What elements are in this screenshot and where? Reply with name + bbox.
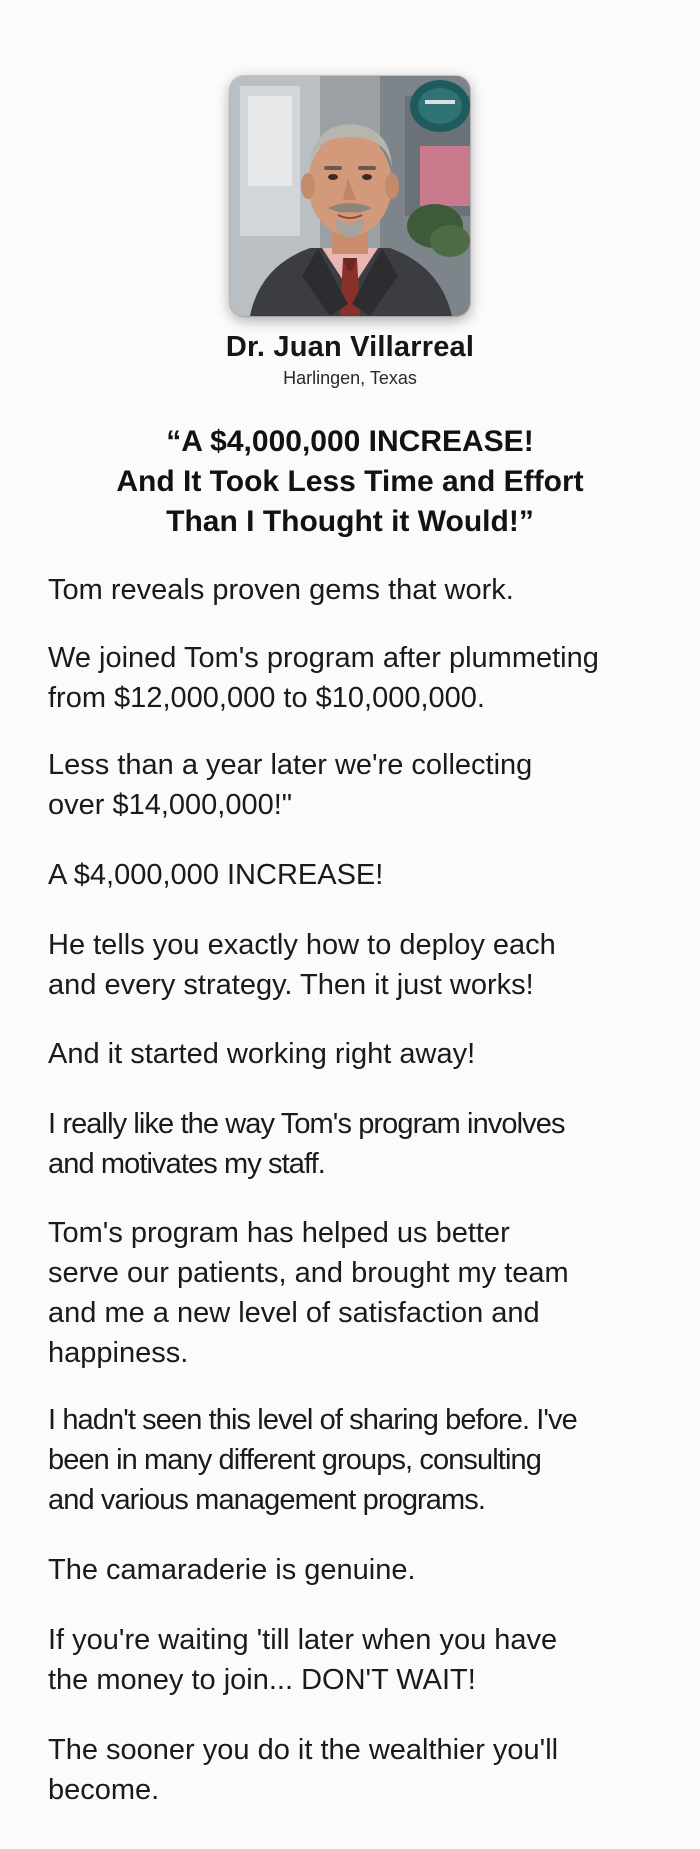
paragraph-line: He tells you exactly how to deploy each (48, 929, 556, 961)
testimonial-paragraph (48, 745, 668, 825)
paragraph-line: Less than a year later we're collecting (48, 749, 533, 781)
testimonial-paragraph (48, 638, 668, 718)
paragraph-line: The camaraderie is genuine. (48, 1554, 416, 1586)
paragraph-line: The sooner you do it the wealthier you'll (48, 1734, 559, 1766)
testimonial-paragraph (48, 1104, 668, 1184)
headline-line: And It Took Less Time and Effort (116, 465, 584, 498)
paragraph-line: happiness. (48, 1337, 189, 1369)
paragraph-line: been in many different groups, consulting (48, 1444, 541, 1476)
headline-line: “A $4,000,000 INCREASE! (166, 425, 534, 458)
testimonial-paragraph (48, 1550, 668, 1590)
paragraph-line: and every strategy. Then it just works! (48, 969, 534, 1001)
paragraph-line: and me a new level of satisfaction and (48, 1297, 540, 1329)
portrait-photo (230, 76, 470, 316)
paragraph-line: A $4,000,000 INCREASE! (48, 859, 384, 891)
testimonial-paragraph (48, 1730, 668, 1810)
testimonial-paragraph (48, 1213, 668, 1373)
paragraph-line: over $14,000,000!" (48, 789, 293, 821)
testimonial-paragraph (48, 570, 668, 610)
testimonial-paragraph (48, 1620, 668, 1700)
testimonial-paragraph (48, 1034, 668, 1074)
paragraph-line: and various management programs. (48, 1484, 486, 1516)
paragraph-line: I hadn't seen this level of sharing before. I've (48, 1404, 577, 1436)
testimonial-paragraph (48, 1400, 668, 1520)
paragraph-line: Tom's program has helped us better (48, 1217, 510, 1249)
paragraph-line: from $12,000,000 to $10,000,000. (48, 682, 485, 714)
paragraph-line: I really like the way Tom's program involves (48, 1108, 565, 1140)
testimonial-paragraph (48, 925, 668, 1005)
paragraph-line: serve our patients, and brought my team (48, 1257, 569, 1289)
person-name: Dr. Juan Villarreal (225, 331, 475, 363)
person-location: Harlingen, Texas (283, 368, 417, 388)
testimonial-paragraph (48, 855, 668, 895)
paragraph-line: become. (48, 1774, 160, 1806)
paragraph-line: We joined Tom's program after plummeting (48, 642, 599, 674)
paragraph-line: the money to join... DON'T WAIT! (48, 1664, 476, 1696)
portrait-image (230, 76, 470, 316)
paragraph-line: and motivates my staff. (48, 1148, 325, 1180)
paragraph-line: If you're waiting 'till later when you have (48, 1624, 558, 1656)
headline (0, 422, 700, 542)
paragraph-line: And it started working right away! (48, 1038, 476, 1070)
headline-line: Than I Thought it Would!” (166, 505, 534, 538)
paragraph-line: Tom reveals proven gems that work. (48, 574, 514, 606)
